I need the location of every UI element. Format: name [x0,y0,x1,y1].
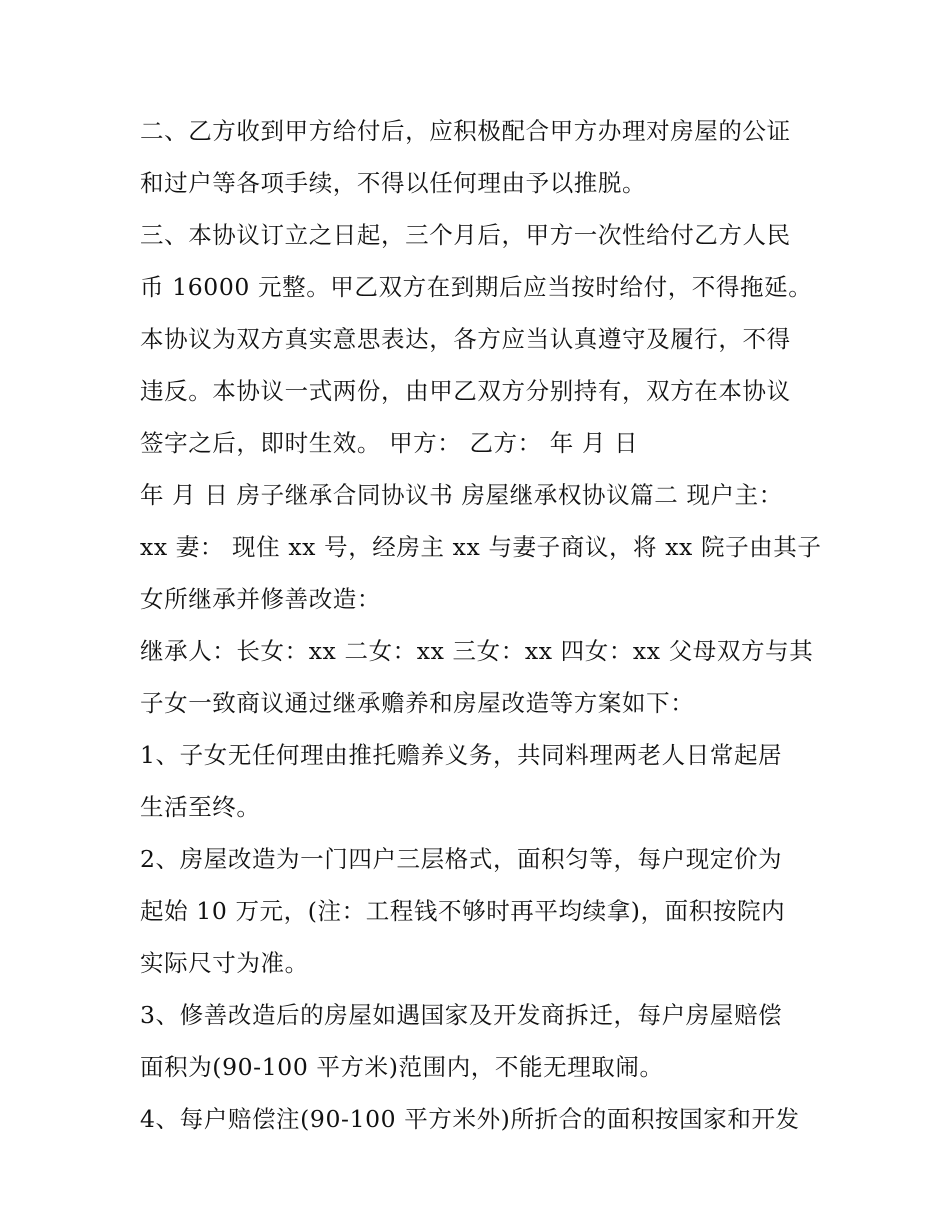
text-line: 年 月 日 房子继承合同协议书 房屋继承权协议篇二 现户主： [140,481,783,509]
text-line: 三、本协议订立之日起，三个月后，甲方一次性给付乙方人民 [140,221,791,249]
text-line: 2、房屋改造为一门四户三层格式，面积匀等，每户现定价为 [140,845,783,873]
text-line: 和过户等各项手续，不得以任何理由予以推脱。 [140,169,647,197]
text-line: 本协议为双方真实意思表达，各方应当认真遵守及履行，不得 [140,325,791,353]
text-line: 3、修善改造后的房屋如遇国家及开发商拆迁，每户房屋赔偿 [140,1001,783,1029]
text-line: 4、每户赔偿注(90-100 平方米外)所折合的面积按国家和开发 [140,1105,800,1133]
text-line: 币 16000 元整。甲乙双方在到期后应当按时给付，不得拖延。 [140,273,813,301]
text-line: 1、子女无任何理由推托赡养义务，共同料理两老人日常起居 [140,741,783,769]
text-line: xx 妻： 现住 xx 号，经房主 xx 与妻子商议，将 xx 院子由其子 [140,533,822,561]
text-line: 二、乙方收到甲方给付后，应积极配合甲方办理对房屋的公证 [140,117,791,145]
text-line: 面积为(90-100 平方米)范围内，不能无理取闹。 [140,1053,664,1081]
text-line: 子女一致商议通过继承赡养和房屋改造等方案如下： [140,689,695,717]
text-line: 生活至终。 [140,793,261,821]
text-line: 继承人：长女：xx 二女：xx 三女：xx 四女：xx 父母双方与其 [140,637,814,665]
text-line: 起始 10 万元，(注：工程钱不够时再平均续拿)，面积按院内 [140,897,786,925]
text-line: 实际尺寸为准。 [140,949,309,977]
text-line: 签字之后，即时生效。 甲方： 乙方： 年 月 日 [140,429,639,457]
text-line: 女所继承并修善改造： [140,585,381,613]
text-line: 违反。本协议一式两份，由甲乙双方分别持有，双方在本协议 [140,377,791,405]
document-body [140,105,820,1145]
